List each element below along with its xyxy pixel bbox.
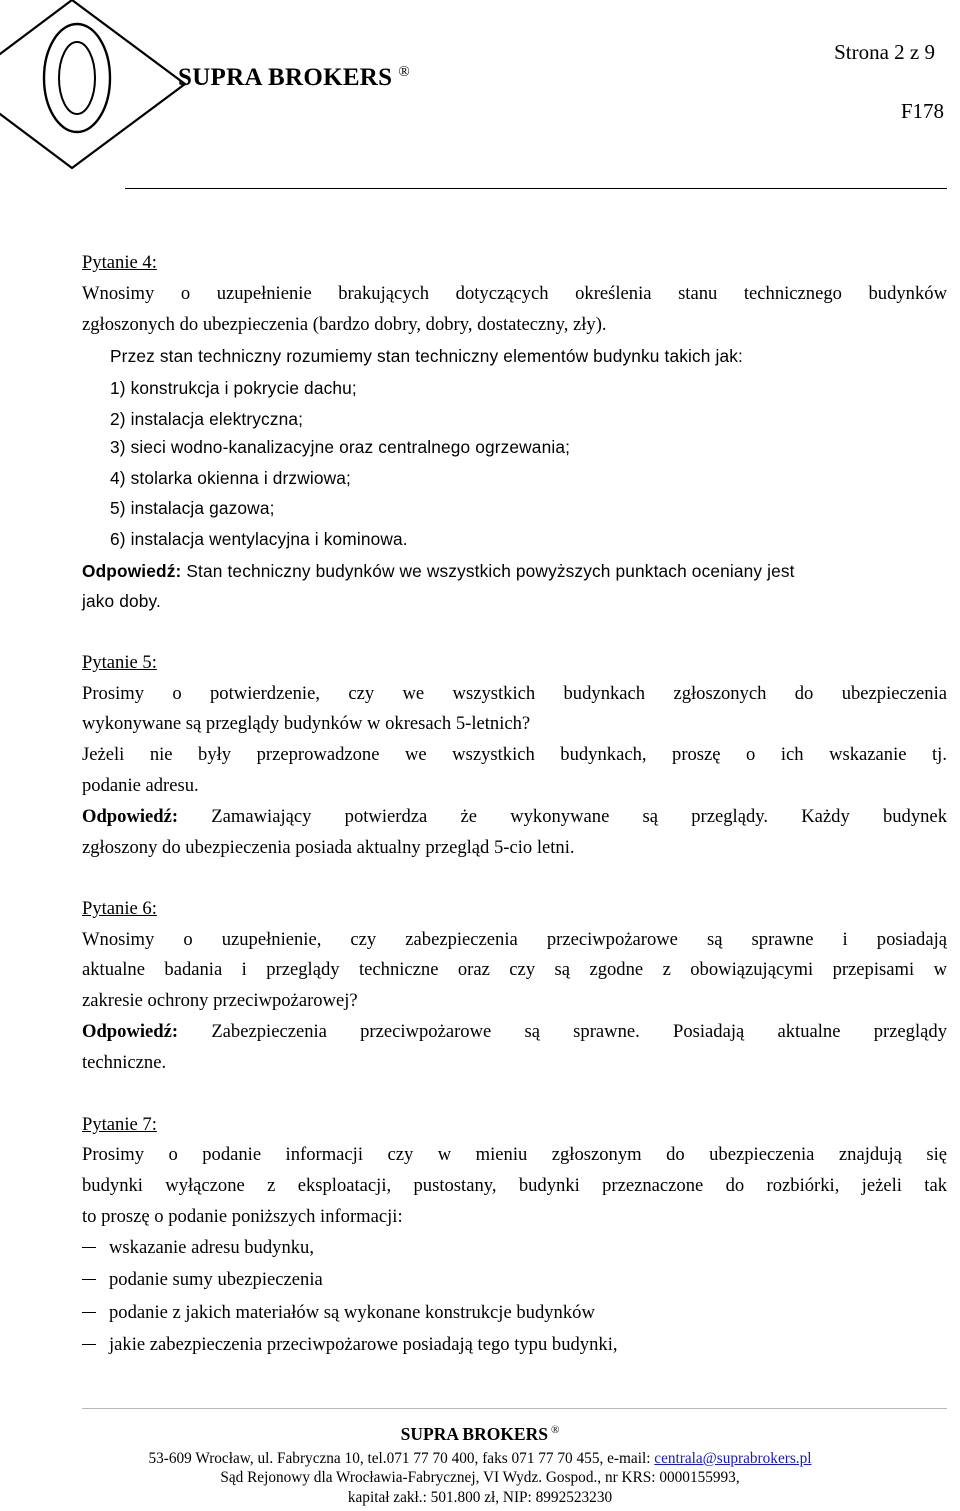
company-name: SUPRA BROKERS ®	[178, 64, 411, 91]
q7-bullet: podanie z jakich materiałów są wykonane konstrukcje budynków	[82, 1302, 947, 1324]
q5-title: Pytanie 5:	[82, 652, 157, 673]
q7-bullet: wskazanie adresu budynku,	[82, 1237, 947, 1259]
footer-rule	[82, 1408, 947, 1409]
q4-item: 4) stolarka okienna i drzwiowa;	[110, 468, 351, 488]
footer-company-name: SUPRA BROKERS ®	[400, 1424, 560, 1444]
q4-answer-cont: jako doby.	[82, 591, 161, 611]
dash-bullet-icon	[82, 1344, 96, 1345]
dash-bullet-icon	[82, 1247, 96, 1248]
registered-mark: ®	[550, 1424, 560, 1437]
q6-line: Wnosimy o uzupełnienie, czy zabezpieczenia przeciwpożarowe są sprawne i posiadają	[82, 929, 947, 950]
document-body	[82, 0, 947, 1400]
q6-title: Pytanie 6:	[82, 898, 157, 919]
q7-line: Prosimy o podanie informacji czy w mieniu zgłoszonym do ubezpieczenia znajdują się	[82, 1144, 947, 1165]
answer-label: Odpowiedź:	[82, 806, 179, 827]
q6-answer: Odpowiedź: Zabezpieczenia przeciwpożarowe są sprawne. Posiadają aktualne przeglądy	[82, 1021, 947, 1042]
dash-bullet-icon	[82, 1279, 96, 1280]
q4-line: zgłoszonych do ubezpieczenia (bardzo dobry, dobry, dostateczny, zły).	[82, 314, 607, 335]
footer-capital: kapitał zakł.: 501.800 zł, NIP: 8992523230	[347, 1489, 613, 1506]
footer-address: 53-609 Wrocław, ul. Fabryczna 10, tel.071 77 70 400, faks 071 77 70 455, e-mail: centrala@suprabrokers.pl	[148, 1450, 812, 1467]
answer-label: Odpowiedź:	[82, 561, 182, 581]
q7-bullet: podanie sumy ubezpieczenia	[82, 1269, 947, 1291]
registered-mark: ®	[398, 64, 411, 80]
q4-item: 6) instalacja wentylacyjna i kominowa.	[110, 529, 408, 549]
q4-title: Pytanie 4:	[82, 252, 157, 273]
q5-line: Prosimy o potwierdzenie, czy we wszystkich budynkach zgłoszonych do ubezpieczenia	[82, 683, 947, 704]
q6-line: zakresie ochrony przeciwpożarowej?	[82, 990, 358, 1011]
q4-line: Wnosimy o uzupełnienie brakujących dotyczących określenia stanu technicznego budynków	[82, 283, 947, 304]
answer-label: Odpowiedź:	[82, 1021, 179, 1042]
q4-item: 1) konstrukcja i pokrycie dachu;	[110, 378, 357, 398]
q7-title: Pytanie 7:	[82, 1114, 157, 1135]
q7-line: to proszę o podanie poniższych informacji:	[82, 1206, 403, 1227]
q4-intro: Przez stan techniczny rozumiemy stan techniczny elementów budynku takich jak:	[110, 346, 743, 366]
q4-item: 2) instalacja elektryczna;	[110, 409, 304, 429]
footer-email-link[interactable]: centrala@suprabrokers.pl	[654, 1450, 812, 1467]
q6-answer-cont: techniczne.	[82, 1052, 167, 1073]
q7-line: budynki wyłączone z eksploatacji, pustostany, budynki przeznaczone do rozbiórki, jeżeli tak	[82, 1175, 947, 1196]
page-number: Strona 2 z 9	[834, 40, 935, 64]
q5-line: wykonywane są przeglądy budynków w okresach 5-letnich?	[82, 713, 531, 734]
footer-court: Sąd Rejonowy dla Wrocławia-Fabrycznej, VI Wydz. Gospod., nr KRS: 0000155993,	[220, 1469, 740, 1486]
q4-answer: Odpowiedź: Stan techniczny budynków we wszystkich powyższych punktach oceniany jest	[82, 561, 795, 581]
q4-item: 3) sieci wodno-kanalizacyjne oraz centralnego ogrzewania;	[110, 437, 571, 457]
dash-bullet-icon	[82, 1312, 96, 1313]
q5-line: Jeżeli nie były przeprowadzone we wszystkich budynkach, proszę o ich wskazanie tj.	[82, 744, 947, 765]
document-code: F178	[900, 99, 944, 123]
q5-answer: Odpowiedź: Zamawiający potwierdza że wykonywane są przeglądy. Każdy budynek	[82, 806, 947, 827]
q4-item: 5) instalacja gazowa;	[110, 498, 275, 518]
q5-answer-cont: zgłoszony do ubezpieczenia posiada aktualny przegląd 5-cio letni.	[82, 837, 575, 858]
q6-line: aktualne badania i przeglądy techniczne oraz czy są zgodne z obowiązującymi przepisami w	[82, 959, 947, 980]
q5-line: podanie adresu.	[82, 775, 199, 796]
q7-bullet: jakie zabezpieczenia przeciwpożarowe posiadają tego typu budynki,	[82, 1334, 947, 1356]
